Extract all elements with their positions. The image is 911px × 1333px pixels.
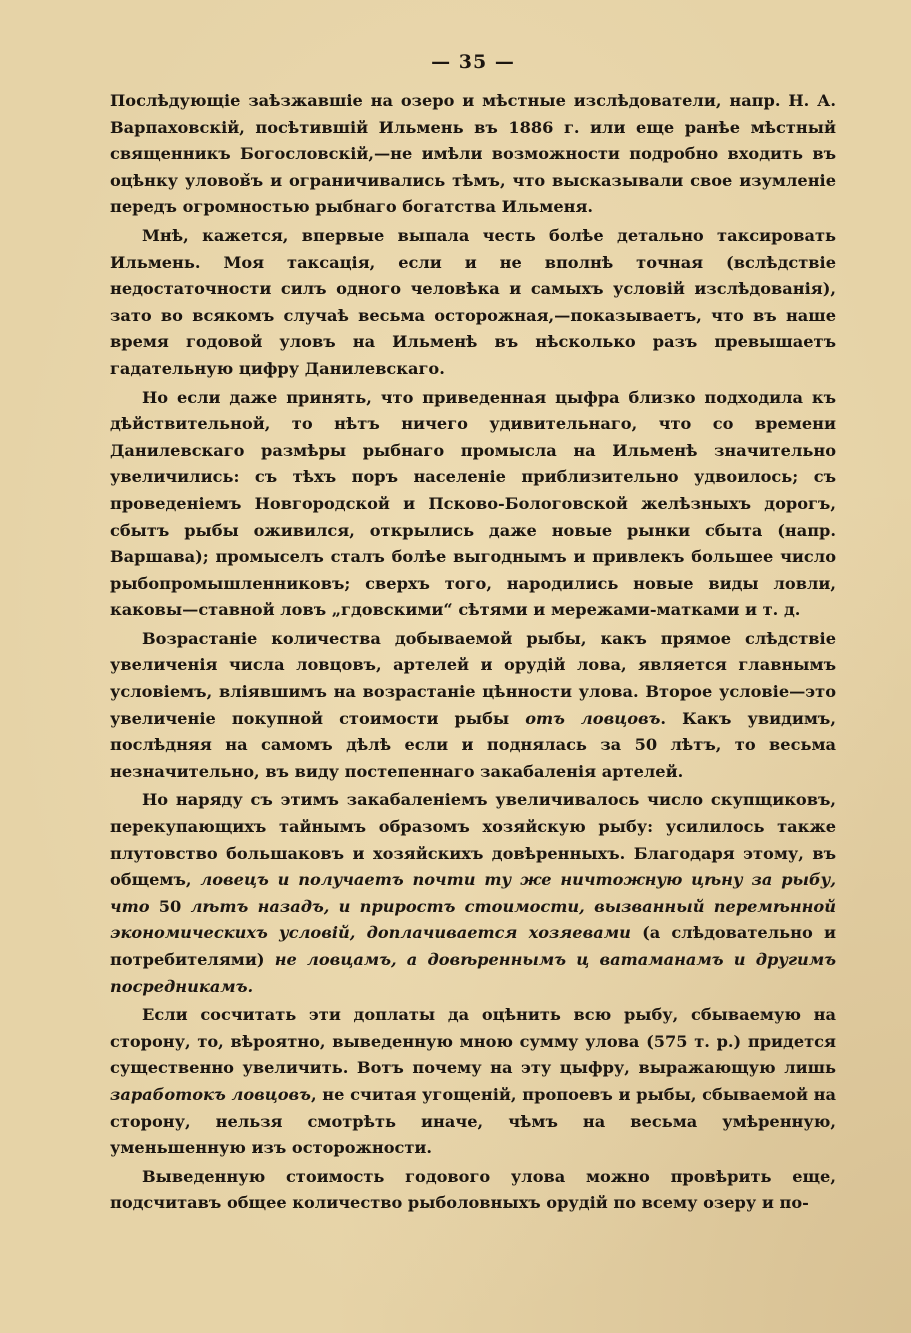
page (110, 48, 836, 1298)
text-segment: Но если даже принять, что приведенная цыфра близко подходила къ дѣйствительной, то нѣтъ ничего удивительнаго, что со времени Данилевскаго размѣры рыбнаго промысла на Ильменѣ значительно увеличились: съ тѣхъ поръ населеніе приблизительно удвоилось; съ проведеніемъ Новгородской и Псково-Бологовской желѣзныхъ дорогъ, сбытъ рыбы оживился, открылись даже новые рынки сбыта (напр. Варшава); промыселъ сталъ болѣе выгоднымъ и привлекъ большее число рыбопромышленниковъ; сверхъ того, народились новые виды ловли, каковы—ставной ловъ „гдовскими“ сѣтями и мережами-матками и т. д. (110, 387, 836, 620)
text-segment: . Какъ увидимъ, послѣдняя на самомъ дѣлѣ если и поднялась за 50 лѣтъ, то весьма незначительно, въ виду постепеннаго закабаленія артелей. (110, 708, 836, 781)
text-segment: Выведенную стоимость годового улова можно провѣрить еще, подсчитавъ общее количество рыболовныхъ орудій по всему озеру и по- (110, 1166, 836, 1213)
text-segment: Возрастаніе количества добываемой рыбы, какъ прямое слѣдствіе увеличенія числа ловцовъ, артелей и орудій лова, является главнымъ условіемъ, вліявшимъ на возрастаніе цѣнности улова. Второе условіе—это увеличеніе покупной стоимости рыбы (110, 628, 836, 728)
paragraph-6 (110, 1002, 836, 1162)
paragraph-3 (110, 385, 836, 624)
page-number: — 35 — (431, 51, 515, 73)
text-segment: (а слѣдовательно и потребителями) (110, 923, 836, 969)
text-segment: , не считая угощеній, пропоевъ и рыбы, сбываемой на сторону, нельзя смотрѣть иначе, чѣмъ на весьма умѣренную, уменьшенную изъ осторожности. (110, 1084, 836, 1158)
text-segment: Мнѣ, кажется, впервые выпала честь болѣе детально таксировать Ильмень. Моя таксація, если и не вполнѣ точная (вслѣдствіе недостаточности силъ одного человѣка и самыхъ условій изслѣдованія), зато во всякомъ случаѣ весьма осторожная,—показываетъ, что въ наше время годовой уловъ на Ильменѣ въ нѣсколько разъ превышаетъ гадательную цифру Данилевскаго. (110, 225, 836, 378)
italic-segment: ловецъ и получаетъ почти ту же ничтожную цѣну за рыбу, что (110, 870, 836, 916)
paragraph-7 (110, 1164, 836, 1217)
paragraph-2 (110, 223, 836, 383)
body-text (110, 88, 836, 1217)
text-segment: Если сосчитать эти доплаты да оцѣнить всю рыбу, сбываемую на сторону, то, вѣроятно, выведенную мною сумму улова (575 т. р.) придется существенно увеличить. Вотъ почему на эту цыфру, выражающую лишь (110, 1005, 836, 1078)
italic-segment: отъ ловцовъ (525, 708, 661, 728)
text-segment: 50 (149, 896, 191, 916)
italic-segment: заработокъ ловцовъ (110, 1084, 311, 1104)
text-segment: Послѣдующіе заѣзжавшіе на озеро и мѣстные изслѣдователи, напр. Н. А. Варпаховскій, посѣтившій Ильмень въ 1886 г. или еще ранѣе мѣстный священникъ Богословскій,—не имѣли возможности подробно входить въ оцѣнку уловов̌ъ и ограничивались тѣмъ, что высказывали свое изумленіе передъ огромностью рыбнаго богатства Ильменя. (110, 91, 836, 217)
paragraph-1 (110, 88, 836, 221)
text-segment: Но наряду съ этимъ закабаленіемъ увеличивалось число скупщиковъ, перекупающихъ тайнымъ образомъ хозяйскую рыбу: усилилось также плутовство большаковъ и хозяйскихъ довѣренныхъ. Благодаря этому, въ общемъ, (110, 790, 836, 890)
paragraph-4 (110, 626, 836, 786)
italic-segment: не ловцамъ, а довѣреннымъ ц ватаманамъ и другимъ посредникамъ. (110, 950, 836, 996)
paragraph-5 (110, 787, 836, 1000)
italic-segment: лѣтъ назадъ, и приростъ стоимости, вызванный перемѣнной экономическихъ условій, доплачивается хозяевами (110, 896, 836, 943)
